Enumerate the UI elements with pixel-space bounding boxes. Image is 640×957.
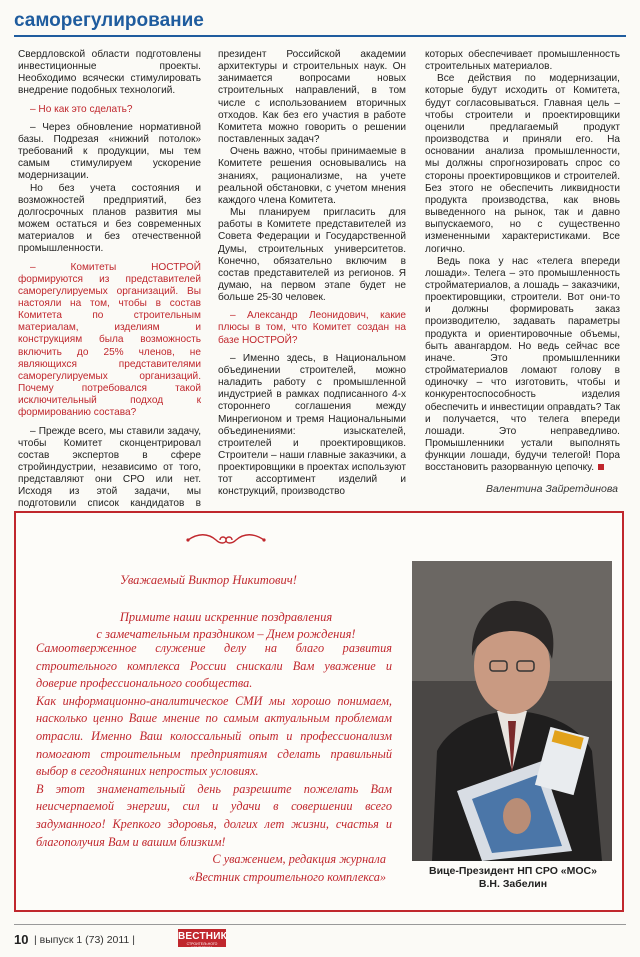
- footer-divider: [14, 924, 626, 925]
- article-paragraph: Ведь пока у нас «телега впереди лошади». Телега – это промышленность стройматериалов, а лошадь – заказчики, проектировщики, строители. Вот они-то и должны формировать заказ производителю, задавать параметры продукта и ориентировочные объемы, быть авангардом. Но ведь сейчас все иначе. Это промышленники стройматериалов ломают голову в одиночку – что изготовить, чтобы и конкурентоспособность изделия обеспечить и инвестиции оправдать? Так и получается, что телега впереди лошади. Это неправедливо. Промышленники устали выполнять функции лошади, будучи телегой! Пора восстановить разорванную цепочку.: [425, 255, 620, 474]
- issue-info: | выпуск 1 (73) 2011 |: [34, 934, 135, 946]
- greeting: Уважаемый Виктор Никитович!: [120, 573, 297, 587]
- article-paragraph: Свердловской области подготовлены инвестиционные проекты. Необходимо всячески стимулировать внедрение подобных технологий.: [18, 49, 201, 97]
- article-paragraph: Но без учета состояния и возможностей предприятий, без долгосрочных планов развития мы можем остаться и без современных материалов и без отечественной промышленности.: [18, 182, 201, 255]
- congrats-intro: [76, 609, 376, 643]
- article-paragraph: Очень важно, чтобы принимаемые в Комитете решения основывались на знаниях, рационализме, на учете реальной обстановки, с учетом мнения каждого члена Комитета.: [218, 146, 406, 206]
- congrats-body: [36, 640, 392, 851]
- article-paragraph: президент Российской академии архитектуры и строительных наук. Он занимается вопросами новых строительных направлений, в том числе с использованием вторичных отходов. Как без его участия в работе Комитета можно говорить о решении поставленных задач?: [218, 49, 406, 146]
- article-paragraph: Мы планируем пригласить для работы в Комитете представителей из Совета Федерации и Государственной Думы, строительных университетов. Конечно, обязательно включим в состав представителей из регионов. Я думаю, на первом этапе будет не больше 25-30 человек.: [218, 207, 406, 304]
- article-author: Валентина Зайретдинова: [485, 483, 618, 495]
- interview-question: – Александр Леонидович, какие плюсы в том, что Комитет создан на базе НОСТРОЙ?: [218, 310, 406, 346]
- congrats-signature: [56, 851, 386, 886]
- interview-question: – Но как это сделать?: [30, 103, 133, 115]
- congrats-paragraph: Как информационно-аналитическое СМИ мы хорошо понимаем, насколько ценно Ваше мнение по самым актуальным проблемам отрасли. Именно Ваш колоссальный опыт и профессионализм помогают строительным предприятиям сделать правильный выбор в сегодняшних непростых условиях.: [36, 693, 392, 779]
- caption-title: Вице-Президент НП СРО «МОС»: [429, 865, 597, 877]
- article-paragraph: которых обеспечивает промышленность строительных материалов.: [425, 49, 620, 73]
- congratulation-box: [14, 511, 624, 912]
- intro-line-2: с замечательным праздником – Днем рождения!: [96, 627, 356, 641]
- logo-text: ВЕСТНИК: [178, 931, 227, 942]
- section-divider: [14, 35, 626, 37]
- article-column-3: [425, 49, 620, 474]
- article-column-1: [18, 49, 201, 510]
- article-column-2: [218, 49, 406, 498]
- article-paragraph: Все действия по модернизации, которые будут исходить от Комитета, будут согласовываться. Главная цель – чтобы строители и проектировщики оценили предлагаемый продукт производства и приняли его. На основании анализа промышленности, мы должны спрогнозировать спрос со стороны проектировщиков и строителей. Без этого не обеспечить ликвидности продукта производства, как вновь выведенного на рынок, так и давно выпускаемого, но с существенно измененными характеристиками. Все логично.: [425, 73, 620, 255]
- page-number: 10: [14, 932, 29, 947]
- article-paragraph: – Через обновление нормативной базы. Подрезая «нижний потолок» требований к продукции, мы тем самым стимулируем ускорение модернизации.: [18, 121, 201, 182]
- ornament-icon: [186, 531, 266, 549]
- end-marker-icon: [598, 464, 604, 470]
- portrait-illustration: [412, 561, 612, 861]
- intro-line-1: Примите наши искренние поздравления: [119, 610, 333, 624]
- article-paragraph: – Прежде всего, мы ставили задачу, чтобы Комитет сконцентрировал состав экспертов в сфере стройиндустрии, независимо от того, представляют они СРО или нет. Исходя из этой задачи, мы подготовили список кандидатов в: [18, 425, 201, 510]
- signature-line-1: С уважением, редакция журнала: [212, 852, 386, 866]
- congrats-paragraph: В этот знаменательный день разрешите пожелать Вам неисчерпаемой энергии, сил и удачи в совершении всего задуманного! Крепкого здоровья, долгих лет жизни, счастья и благополучия Вам и вашим близким!: [36, 781, 392, 849]
- signature-line-2: «Вестник строительного комплекса»: [188, 869, 386, 884]
- section-title: саморегулирование: [14, 10, 204, 31]
- caption-name: В.Н. Забелин: [478, 878, 548, 890]
- interview-question: – Комитеты НОСТРОЙ формируются из представителей саморегулируемых организаций. Вы настояли на том, чтобы в состав Комитета по строительным материалам, изделиям и конструкциям была возможность включить до 25% членов, не являющихся представителями саморегулируемых организаций. Почему потребовался такой исключительный подход к формированию состава?: [18, 261, 201, 419]
- congrats-paragraph: Самоотверженное служение делу на благо развития строительного комплекса России снискали Вам уважение и доверие профессионального сообщества.: [36, 641, 392, 691]
- article-paragraph: – Именно здесь, в Национальном объединении строителей, можно наладить работу с промышленной индустрией в рамках подписанного 4-х стороннего соглашения между Минрегионом и тремя Национальными объединениями: изыскателей, строителей и проектировщиков. Строители – наши главные заказчики, а проектировщики в проектах используют тот ассортимент изделий и конструкций, производство: [218, 352, 406, 498]
- logo-subtext: СТРОИТЕЛЬНОГО КОМПЛЕКСА: [186, 942, 218, 950]
- magazine-logo: [178, 929, 227, 950]
- portrait-photo: [412, 561, 612, 861]
- photo-caption: [408, 865, 618, 891]
